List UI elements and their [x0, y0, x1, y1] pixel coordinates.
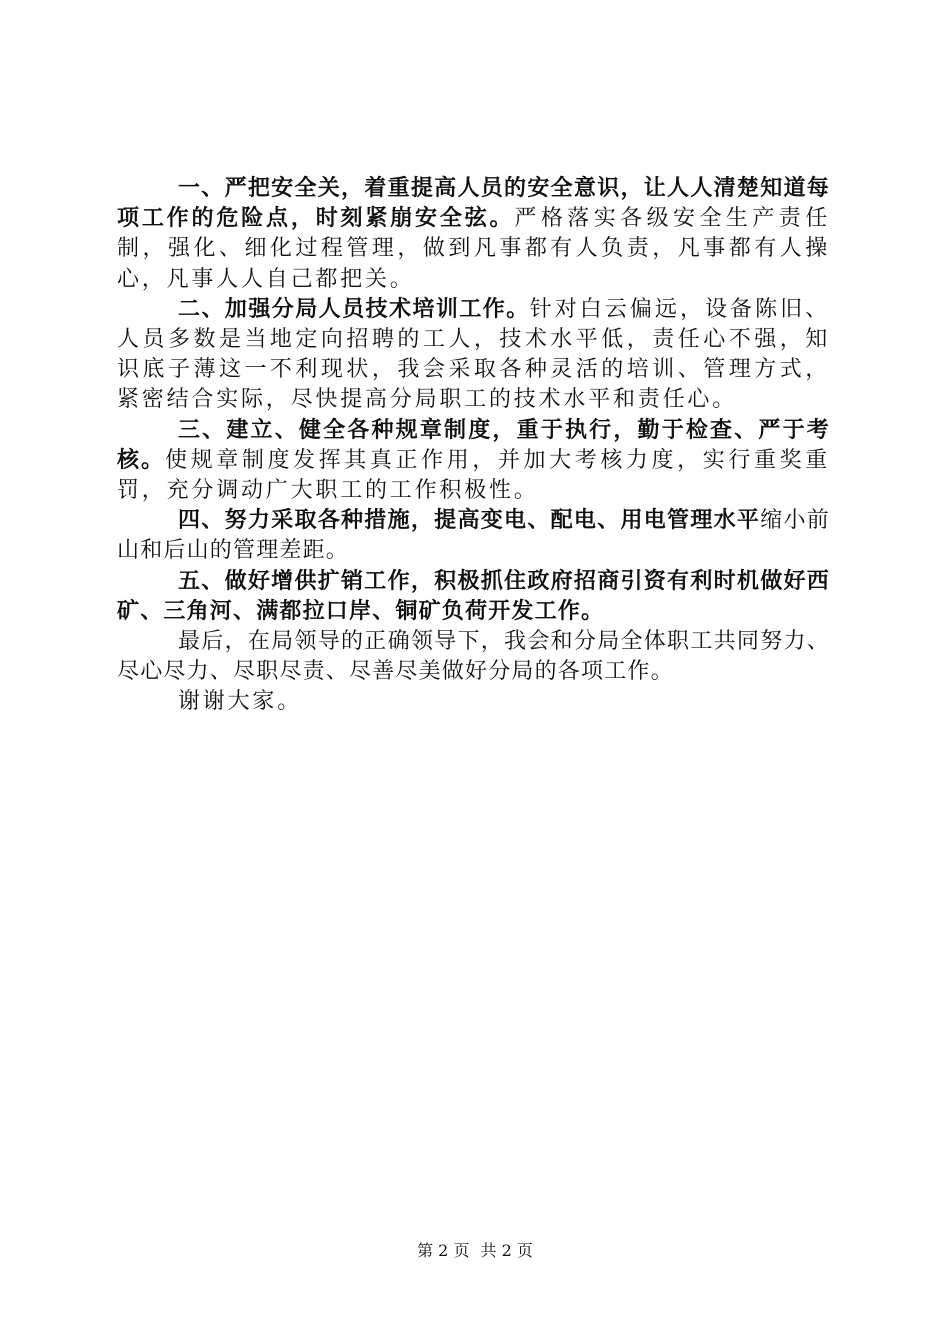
- paragraph-2: [117, 295, 830, 416]
- paragraph-5-heading: 五、做好增供扩销工作，积极抓住政府招商引资有利时机做好西矿、三角河、满都拉口岸、铜矿负荷开发工作。: [117, 568, 830, 624]
- paragraph-1-text: 严格落实各级安全生产责任制，强化、细化过程管理，做到凡事都有人负责，凡事都有人操心，凡事人人自己都把关。: [117, 206, 830, 292]
- paragraph-3: [117, 416, 830, 507]
- paragraph-thanks: [117, 687, 830, 717]
- paragraph-3-heading: 三、建立、健全各种规章制度，重于执行，勤于检查、严于考核。: [117, 417, 830, 473]
- page-total: 共 2 页: [480, 1241, 533, 1260]
- paragraph-2-heading: 二、加强分局人员技术培训工作。: [178, 296, 530, 322]
- page-number: 第 2 页: [417, 1241, 470, 1260]
- paragraph-closing-text: 最后，在局领导的正确领导下，我会和分局全体职工共同努力、尽心尽力、尽职尽责、尽善尽美做好分局的各项工作。: [117, 629, 830, 685]
- paragraph-1: [117, 174, 830, 295]
- paragraph-4: [117, 506, 830, 566]
- paragraph-3-text: 使规章制度发挥其真正作用，并加大考核力度，实行重奖重罚，充分调动广大职工的工作积极性。: [117, 447, 830, 504]
- paragraph-1-heading: 一、严把安全关，着重提高人员的安全意识，让人人清楚知道每项工作的危险点，时刻紧崩安全弦。: [117, 176, 830, 232]
- paragraph-thanks-text: 谢谢大家。: [178, 689, 303, 715]
- paragraph-5: [117, 567, 830, 627]
- paragraph-closing: [117, 627, 830, 687]
- paragraph-4-heading: 四、努力采取各种措施，提高变电、配电、用电管理水平: [178, 508, 761, 534]
- document-body: [117, 174, 830, 718]
- page-footer: [0, 1241, 950, 1261]
- paragraph-4-text: 缩小前山和后山的管理差距。: [117, 508, 830, 564]
- paragraph-2-text: 针对白云偏远，设备陈旧、人员多数是当地定向招聘的工人，技术水平低，责任心不强，知识底子薄这一不利现状，我会采取各种灵活的培训、管理方式，紧密结合实际，尽快提高分局职工的技术水平和责任心。: [117, 296, 830, 413]
